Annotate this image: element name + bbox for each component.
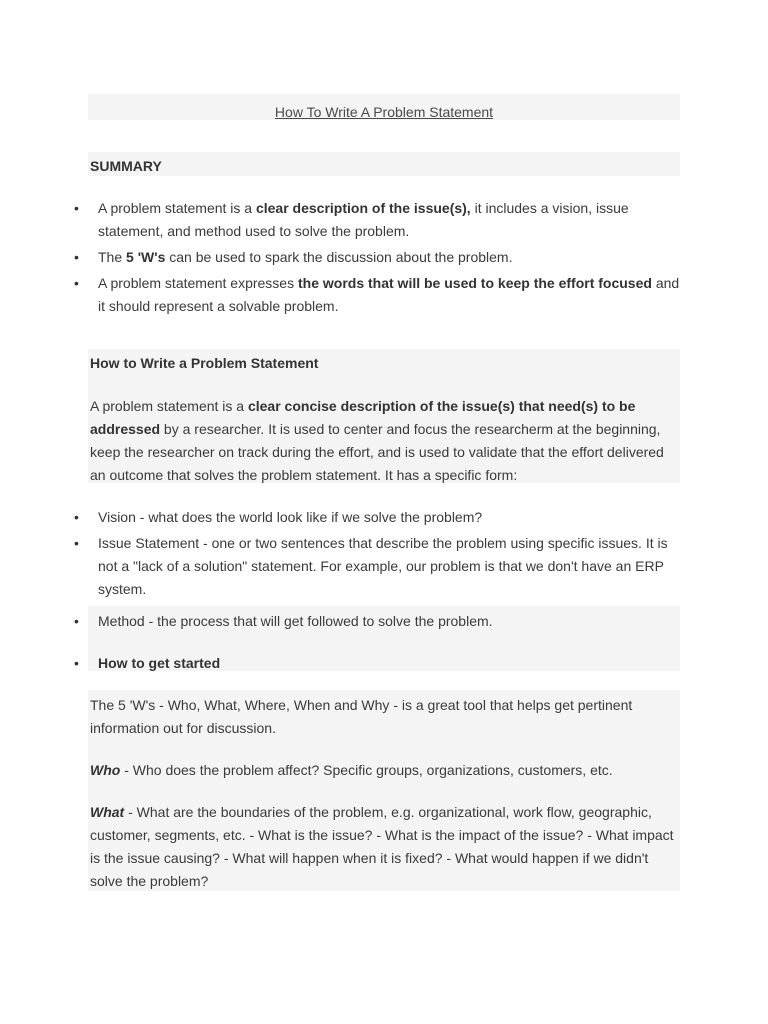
list-item: • The 5 'W's can be used to spark the discussion about the problem.	[0, 246, 680, 269]
list-item: • Issue Statement - one or two sentences that describe the problem using specific issues. It is not a "lack of a solution" statement. For example, our problem is that we don't have an ERP system.	[0, 532, 680, 601]
how-to-heading: How to Write a Problem Statement	[90, 355, 319, 371]
bullet-icon: •	[74, 200, 79, 216]
list-item: • A problem statement expresses the words that will be used to keep the effort focused and it should represent a solvable problem.	[0, 272, 680, 318]
summary-heading: SUMMARY	[90, 158, 162, 174]
summary-band	[88, 152, 680, 176]
method-list	[0, 610, 680, 633]
bullet-icon: •	[74, 535, 79, 551]
form-list	[0, 506, 680, 601]
how-to-paragraph: A problem statement is a clear concise description of the issue(s) that need(s) to be addressed by a researcher. It is used to center and focus the researcherm at the beginning, keep the researcher on track during the effort, and is used to validate that the effort delivered an outcome that solves the problem statement. It has a specific form:	[90, 398, 664, 483]
bullet-icon: •	[74, 509, 79, 525]
bullet-icon: •	[74, 613, 79, 629]
list-item	[0, 652, 680, 675]
get-started-intro: The 5 'W's - Who, What, Where, When and Why - is a great tool that helps get pertinent information out for discussion.	[90, 697, 633, 736]
list-item: • A problem statement is a clear description of the issue(s), it includes a vision, issue statement, and method used to solve the problem.	[0, 197, 680, 243]
page-title: How To Write A Problem Statement	[274, 104, 494, 120]
who-paragraph: Who - Who does the problem affect? Specific groups, organizations, customers, etc.	[90, 762, 613, 778]
bullet-icon: •	[74, 655, 79, 671]
bullet-icon: •	[74, 275, 79, 291]
what-paragraph: What - What are the boundaries of the problem, e.g. organizational, work flow, geographic, customer, segments, etc. - What is the issue? - What is the impact of the issue? - What impact is the issue causing? - What will happen when it is fixed? - What would happen if we didn't solve the problem?	[90, 804, 674, 889]
summary-list	[0, 197, 680, 318]
what-label: What	[90, 804, 125, 820]
list-item: • Vision - what does the world look like if we solve the problem?	[0, 506, 680, 529]
get-started-list	[0, 652, 680, 675]
list-item: • Method - the process that will get followed to solve the problem.	[0, 610, 680, 633]
bullet-icon: •	[74, 249, 79, 265]
get-started-heading: How to get started	[98, 655, 221, 671]
who-label: Who	[90, 762, 121, 778]
